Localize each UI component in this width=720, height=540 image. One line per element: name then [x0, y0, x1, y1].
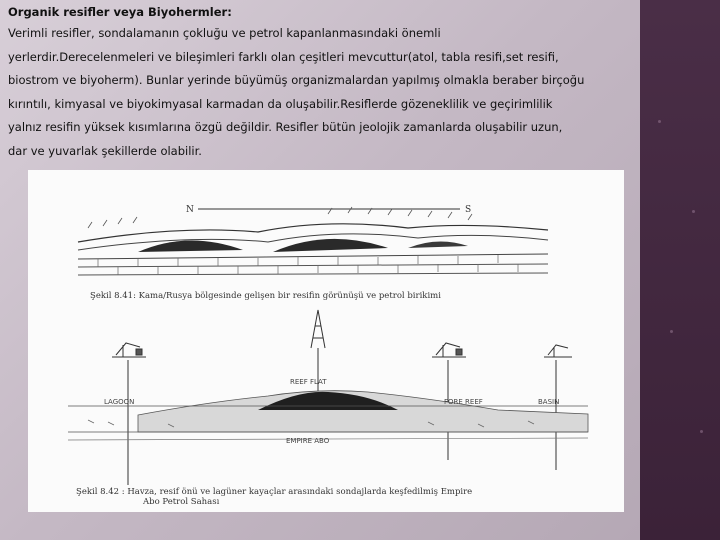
paragraph-line: biostrom ve biyoherm). Bunlar yerinde büyümüş organizmalardan yapılmış olmakla beraber birçoğu: [8, 73, 585, 87]
slide-text: [8, 2, 638, 163]
figure-842-caption-line2: Abo Petrol Sahası: [143, 497, 220, 507]
label-empire-abo: EMPIRE ABO: [286, 437, 330, 445]
paragraph-line: Verimli resifler, sondalamanın çokluğu ve petrol kapanlanmasındaki önemli: [8, 26, 441, 40]
figure-842-field-section: [68, 310, 588, 507]
oil-pump-left: [112, 343, 146, 357]
label-reef-flat: REEF FLAT: [290, 378, 327, 386]
figure-842-caption-line1: Şekil 8.42 : Havza, resif önü ve lagüner kayaçlar arasındaki sondajlarda keşfedilmiş Empire: [76, 487, 473, 497]
oil-pump-far-right: [544, 345, 572, 357]
derrick-center: [311, 310, 325, 348]
oil-accumulation-2: [273, 239, 388, 252]
slide-heading: Organik resifler veya Biyohermler:: [8, 5, 232, 19]
compass-south: S: [465, 205, 472, 215]
oil-accumulation-1: [138, 240, 243, 252]
paragraph-line: yalnız resifin yüksek kısımlarına özgü değildir. Resifler bütün jeolojik zamanlarda oluşabilir uzun,: [8, 120, 563, 134]
reef-body: [138, 391, 588, 432]
compass-north: N: [186, 205, 194, 215]
paragraph-line: kırıntılı, kimyasal ve biyokimyasal karmadan da oluşabilir.Resiflerde gözeneklilik ve geçirimlilik: [8, 96, 553, 111]
figure-841-caption: Şekil 8.41: Kama/Rusya bölgesinde gelişen bir resifin görünüşü ve petrol birikimi: [90, 291, 441, 301]
reef-figure: [28, 170, 624, 512]
label-fore-reef: FORE REEF: [444, 398, 483, 406]
oil-pump-right: [432, 343, 466, 357]
label-lagoon: LAGOON: [104, 398, 135, 406]
label-basin: BASIN: [538, 398, 560, 406]
reef-diagram: [28, 170, 624, 512]
figure-841-cross-section: [78, 205, 548, 301]
paragraph-line: dar ve yuvarlak şekillerde olabilir.: [8, 143, 202, 158]
paragraph-line: yerlerdir.Derecelenmeleri ve bileşimleri farklı olan çeşitleri mevcuttur(atol, tabla resifi,set resifi,: [8, 49, 559, 64]
decorative-side-bar: [640, 0, 720, 540]
body-paragraph: [8, 22, 638, 163]
